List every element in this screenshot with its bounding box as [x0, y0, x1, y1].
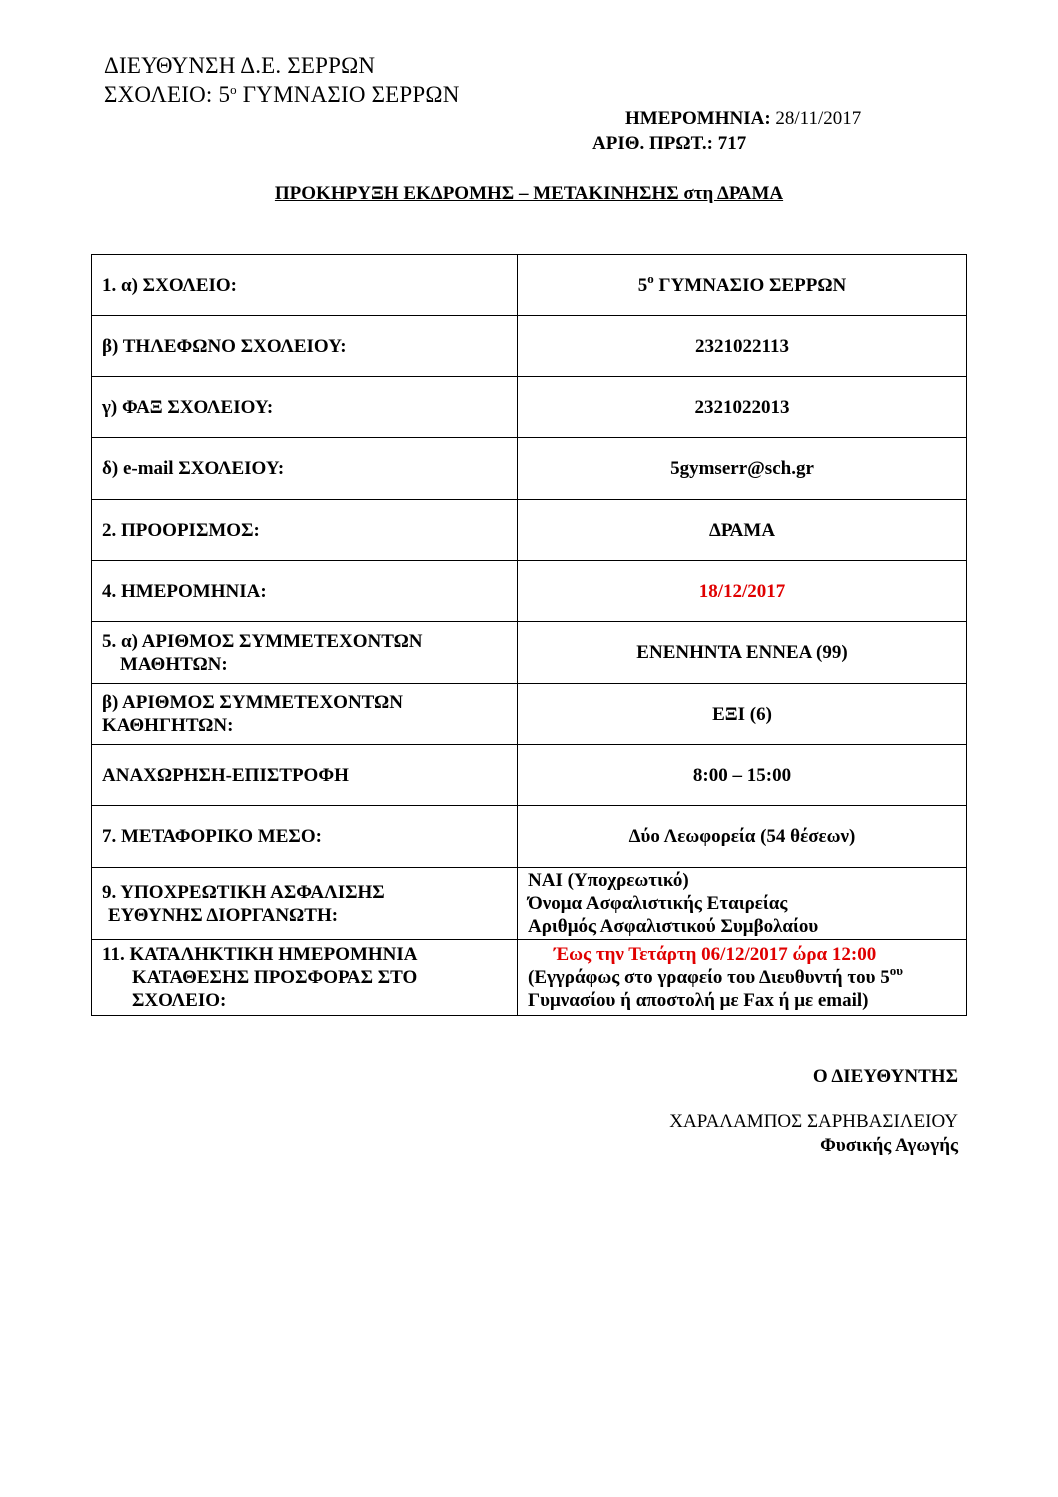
phone-label: β) ΤΗΛΕΦΩΝΟ ΣΧΟΛΕΙΟΥ: [92, 316, 518, 377]
school-heading [104, 82, 460, 108]
table-row [92, 745, 967, 806]
insurance-label-line2: ΕΥΘΥΝΗΣ ΔΙΟΡΓΑΝΩΤΗ: [108, 904, 339, 926]
table-row [92, 868, 967, 940]
deadline-value [518, 940, 967, 1016]
school-value-prefix: 5 [637, 274, 648, 296]
teachers-label-line2: ΚΑΘΗΓΗΤΩΝ: [102, 715, 234, 736]
school-suffix: ΓΥΜΝΑΣΙΟ ΣΕΡΡΩΝ [236, 82, 460, 107]
insurance-line3: Αριθμός Ασφαλιστικού Συμβολαίου [528, 916, 819, 937]
deadline-label [92, 940, 518, 1016]
students-value: ΕΝΕΝΗΝΤΑ ΕΝΝΕΑ (99) [518, 622, 967, 684]
email-label: δ) e-mail ΣΧΟΛΕΙΟΥ: [92, 438, 518, 500]
destination-label: 2. ΠΡΟΟΡΙΣΜΟΣ: [92, 500, 518, 561]
transport-label: 7. ΜΕΤΑΦΟΡΙΚΟ ΜΕΣΟ: [92, 806, 518, 868]
deadline-label-line3: ΣΧΟΛΕΙΟ: [132, 990, 227, 1011]
email-value: 5gymserr@sch.gr [518, 438, 967, 500]
table-row [92, 622, 967, 684]
table-row [92, 806, 967, 868]
table-row [92, 940, 967, 1016]
school-prefix: ΣΧΟΛΕΙΟ: 5 [104, 82, 231, 107]
students-label [92, 622, 518, 684]
departure-label: ΑΝΑΧΩΡΗΣΗ-ΕΠΙΣΤΡΟΦΗ [92, 745, 518, 806]
school-value-ordinal: ο [647, 270, 654, 286]
insurance-yes: ΝΑΙ [528, 870, 563, 891]
table-row [92, 561, 967, 622]
insurance-line1 [528, 869, 956, 892]
deadline-note-text: (Εγγράφως στο γραφείο του Διευθυντή του 5 [528, 967, 890, 988]
school-label: 1. α) ΣΧΟΛΕΙΟ: [92, 255, 518, 316]
insurance-value [518, 868, 967, 940]
trip-details-table [91, 254, 967, 1016]
school-value-suffix: ΓΥΜΝΑΣΙΟ ΣΕΡΡΩΝ [653, 274, 847, 296]
protocol-number [592, 133, 746, 155]
students-label-line2: ΜΑΘΗΤΩΝ: [120, 653, 228, 675]
teachers-label-line1: β) ΑΡΙΘΜΟΣ ΣΥΜΜΕΤΕΧΟΝΤΩΝ [102, 692, 403, 713]
deadline-label-line2: ΚΑΤΑΘΕΣΗΣ ΠΡΟΣΦΟΡΑΣ ΣΤΟ [132, 967, 418, 988]
protocol-value: 717 [712, 133, 747, 154]
deadline-label-line1: 11. ΚΑΤΑΛΗΚΤΙΚΗ ΗΜΕΡΟΜΗΝΙΑ [102, 944, 418, 965]
teachers-value: ΕΞΙ (6) [518, 684, 967, 745]
students-label-line1: 5. α) ΑΡΙΘΜΟΣ ΣΥΜΜΕΤΕΧΟΝΤΩΝ [102, 630, 423, 652]
directorate-heading: ΔΙΕΥΘΥΝΣΗ Δ.Ε. ΣΕΡΡΩΝ [104, 53, 376, 78]
fax-value: 2321022013 [518, 377, 967, 438]
table-row [92, 255, 967, 316]
phone-value: 2321022113 [518, 316, 967, 377]
table-row [92, 438, 967, 500]
school-ordinal: ο [230, 82, 237, 97]
signature-name: ΧΑΡΑΛΑΜΠΟΣ ΣΑΡΗΒΑΣΙΛΕΙΟΥ [669, 1111, 958, 1132]
protocol-label: ΑΡΙΘ. ΠΡΩΤ.: [592, 133, 713, 154]
deadline-note-line2: Γυμνασίου ή αποστολή με Fax ή με email) [528, 990, 869, 1011]
school-value [518, 255, 967, 316]
transport-value: Δύο Λεωφορεία (54 θέσεων) [518, 806, 967, 868]
trip-date-label: 4. ΗΜΕΡΟΜΗΝΙΑ: [92, 561, 518, 622]
trip-date-value: 18/12/2017 [518, 561, 967, 622]
fax-label: γ) ΦΑΞ ΣΧΟΛΕΙΟΥ: [92, 377, 518, 438]
insurance-mandatory: (Υποχρεωτικό) [562, 870, 689, 891]
table-row [92, 377, 967, 438]
signature-role: Ο ΔΙΕΥΘΥΝΤΗΣ [812, 1066, 958, 1087]
document-title: ΠΡΟΚΗΡΥΞΗ ΕΚΔΡΟΜΗΣ – ΜΕΤΑΚΙΝΗΣΗΣ στη ΔΡΑΜΑ [274, 183, 784, 204]
table-row [92, 684, 967, 745]
deadline-date: Έως την Τετάρτη 06/12/2017 ώρα 12:00 [554, 944, 877, 965]
date-label: ΗΜΕΡΟΜΗΝΙΑ: [625, 108, 771, 129]
deadline-note-ordinal: ου [889, 963, 903, 978]
document-date [625, 108, 861, 130]
deadline-note-line1 [528, 963, 956, 989]
insurance-line2: Όνομα Ασφαλιστικής Εταιρείας [528, 893, 788, 914]
table-row [92, 316, 967, 377]
destination-value: ΔΡΑΜΑ [518, 500, 967, 561]
signature-specialty: Φυσικής Αγωγής [820, 1135, 958, 1156]
table-row [92, 500, 967, 561]
date-value: 28/11/2017 [770, 108, 862, 129]
insurance-label [92, 868, 518, 940]
departure-value: 8:00 – 15:00 [518, 745, 967, 806]
teachers-label [92, 684, 518, 745]
insurance-label-line1: 9. ΥΠΟΧΡΕΩΤΙΚΗ ΑΣΦΑΛΙΣΗΣ [102, 881, 385, 903]
